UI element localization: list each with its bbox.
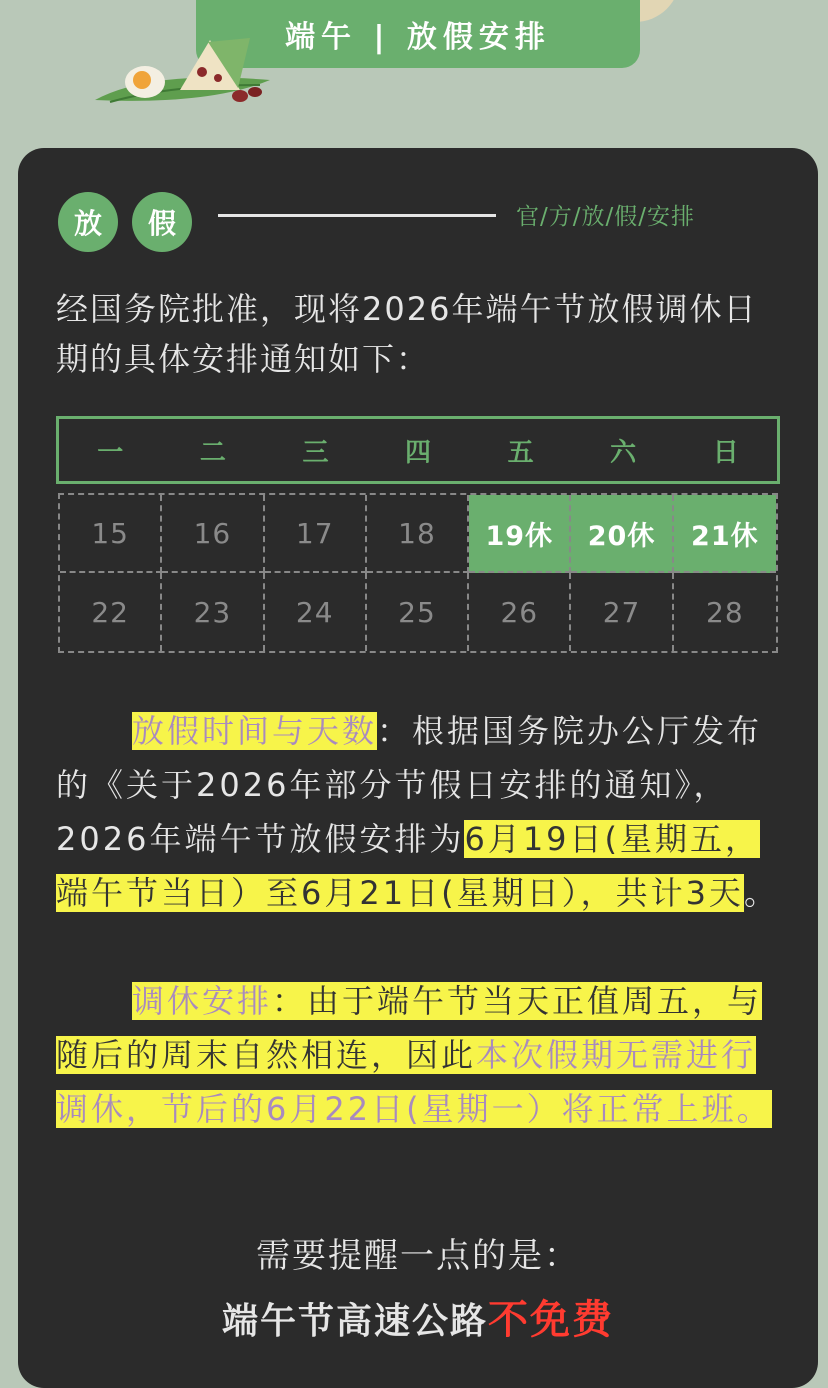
- weekday-sun: 日: [712, 437, 739, 468]
- weekday-fri: 五: [507, 437, 534, 468]
- toll-notice: [18, 1288, 818, 1345]
- calendar-day-cell: 23: [162, 573, 264, 651]
- weekday-thu: 四: [405, 437, 432, 468]
- weekday-header: [56, 416, 780, 484]
- heading-holiday-time: 放假时间与天数: [132, 712, 378, 750]
- calendar-day-cell: 28: [706, 595, 744, 629]
- calendar-day-cell: 25: [367, 573, 469, 651]
- weekday-sat: 六: [610, 437, 637, 468]
- calendar-day-cell: 26: [469, 573, 571, 651]
- calendar-day-cell: 17: [265, 495, 367, 573]
- calendar-day-cell: 18: [367, 495, 469, 573]
- zongzi-illustration-icon: [90, 30, 280, 110]
- paragraph1-end: 。: [743, 874, 779, 912]
- paragraph-holiday-time: [56, 704, 780, 920]
- divider-line: [218, 214, 496, 217]
- heading-adjustment: 调休安排: [132, 982, 273, 1020]
- paragraph1-text: ：根据国务院办公厅发布的《关于2026年部分节假日安排的通知》，2026年端午节放假安排为: [56, 712, 763, 858]
- calendar-grid: [58, 493, 778, 653]
- official-label: 官/方/放/假/安排: [516, 204, 695, 230]
- calendar-holiday-cell: 20休: [571, 495, 673, 573]
- calendar-holiday-cell: 19休: [469, 495, 571, 573]
- weekday-wed: 三: [302, 437, 329, 468]
- badge-jia: 假: [132, 192, 192, 252]
- calendar-holiday-cell: 21休: [674, 495, 776, 573]
- toll-prefix: 端午节高速公路: [221, 1301, 488, 1342]
- weekday-mon: 一: [97, 437, 124, 468]
- calendar-day-cell: 24: [265, 573, 367, 651]
- calendar-day-cell: 22: [60, 573, 162, 651]
- paragraph2-highlight: 本次假期无需进行调休，节后的6月22日(星期一）将正常上班。: [56, 1036, 772, 1128]
- badge-fang: 放: [58, 192, 118, 252]
- paragraph-adjustment: [56, 974, 780, 1136]
- weekday-tue: 二: [199, 437, 226, 468]
- calendar-day-cell: 27: [571, 573, 673, 651]
- reminder-text: 需要提醒一点的是：: [256, 1236, 580, 1276]
- toll-emphasis: 不免费: [488, 1297, 614, 1343]
- paragraph2-text: ：由于端午节当天正值周五，与随后的周末自然相连，因此: [56, 982, 763, 1074]
- page-title: 端午 | 放假安排: [196, 0, 640, 68]
- intro-text: 经国务院批准，现将2026年端午节放假调休日期的具体安排通知如下：: [56, 290, 758, 378]
- holiday-card: [18, 148, 818, 1388]
- calendar-day-cell: 15: [60, 495, 162, 573]
- paragraph1-highlight: 6月19日(星期五，端午节当日）至6月21日(星期日），共计3天: [56, 820, 761, 912]
- header: [0, 0, 828, 140]
- calendar-day-cell: 16: [162, 495, 264, 573]
